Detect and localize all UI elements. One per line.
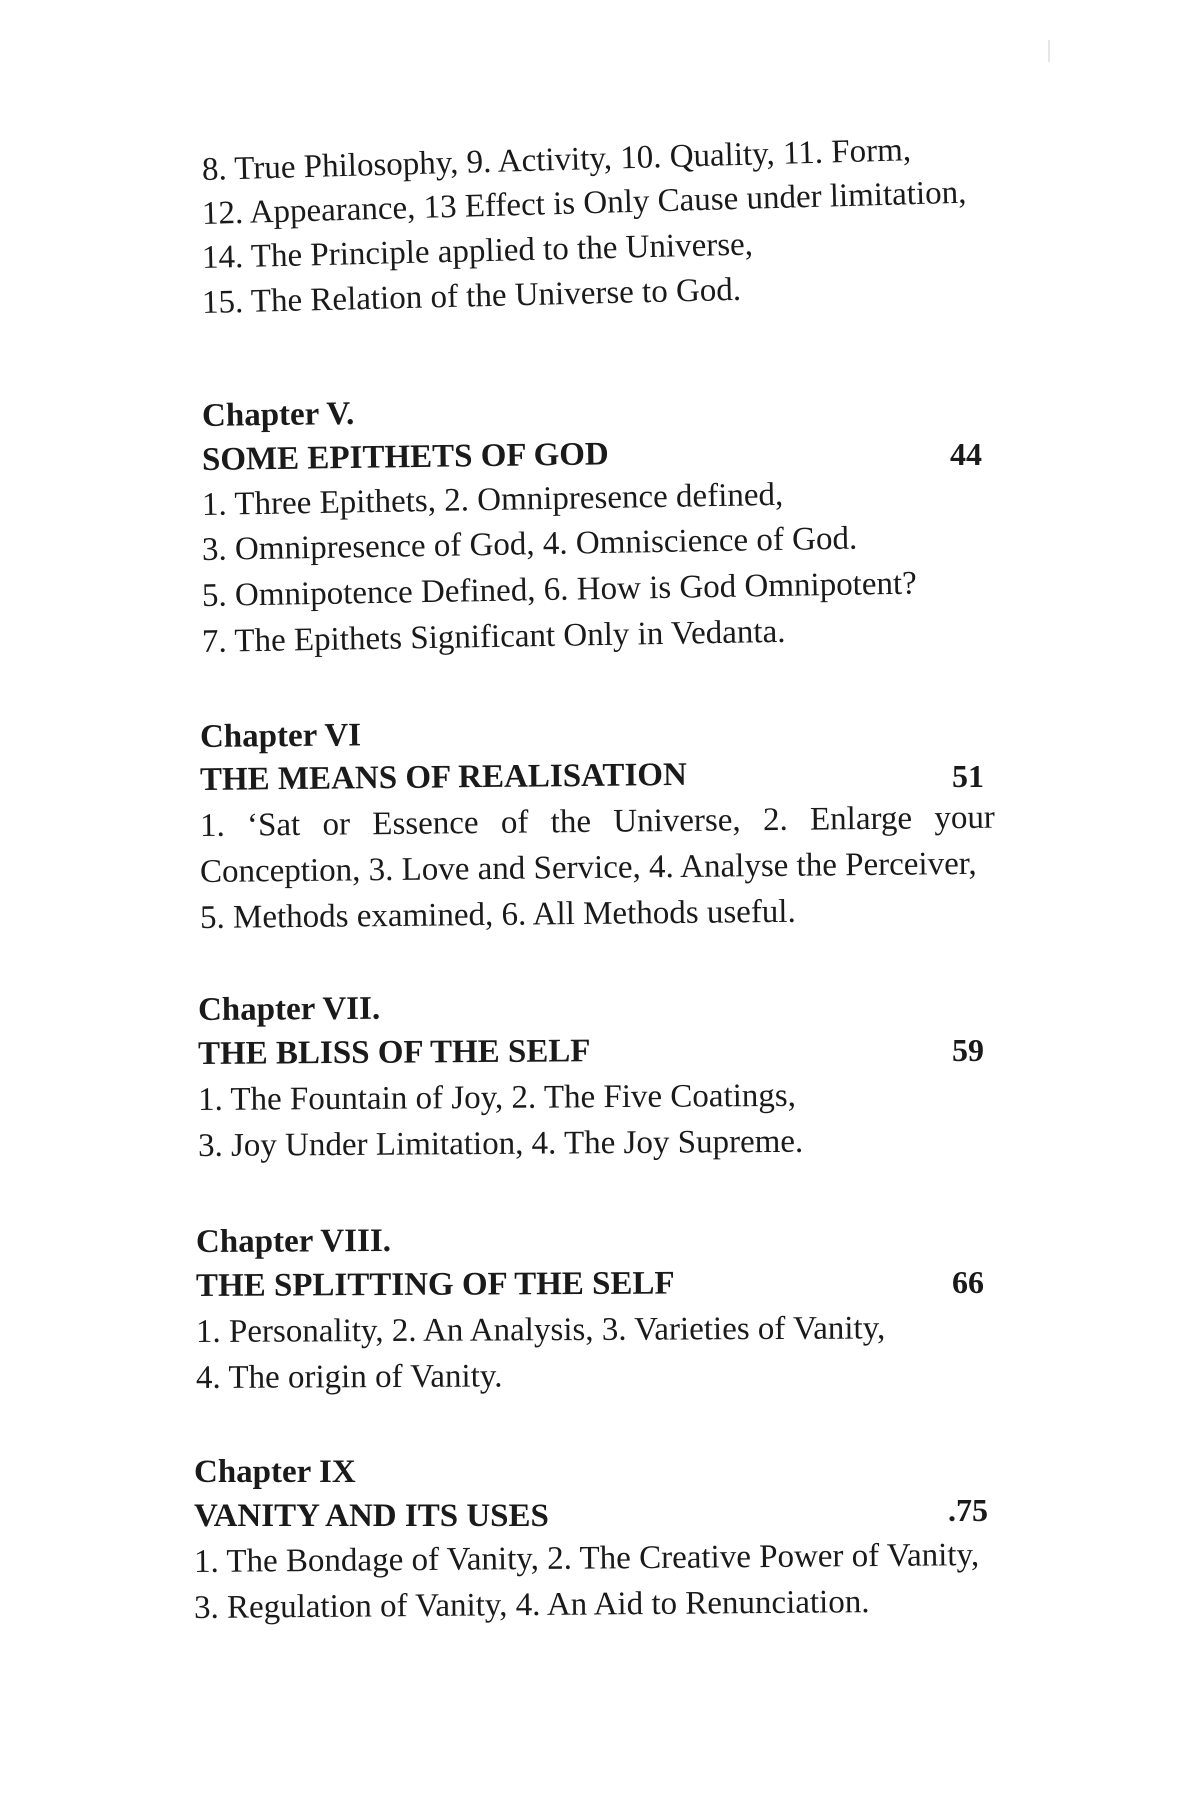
intro-line: 12. Appearance, 13 Effect is Only Cause under limitation, xyxy=(201,174,967,232)
chapter-topic-line: 5. Omnipotence Defined, 6. How is God Omnipotent? xyxy=(201,565,918,614)
chapter-label: Chapter VIII. xyxy=(195,1222,392,1260)
intro-line: 15. The Relation of the Universe to God. xyxy=(201,271,742,321)
chapter-title: THE BLISS OF THE SELF xyxy=(197,1033,591,1072)
intro-line: 14. The Principle applied to the Universe, xyxy=(201,226,754,276)
chapter-title: THE MEANS OF REALISATION xyxy=(199,756,688,798)
chapter-topic-line: 1. ‘Sat or Essence of the Universe, 2. Enlarge your xyxy=(199,799,996,844)
chapter-page-number: 66 xyxy=(952,1264,984,1300)
chapter-page-number: 59 xyxy=(952,1032,984,1068)
chapter-topic-line: 1. Three Epithets, 2. Omnipresence defined, xyxy=(201,476,784,523)
chapter-title: SOME EPITHETS OF GOD xyxy=(201,436,609,478)
chapter-label: Chapter VI xyxy=(199,717,362,755)
chapter-topic-line: 3. Omnipresence of God, 4. Omniscience of God. xyxy=(201,520,858,568)
chapter-page-number: .75 xyxy=(948,1492,988,1528)
chapter-label: Chapter IX xyxy=(194,1454,356,1490)
chapter-page-number: 51 xyxy=(952,758,984,794)
chapter-topic-line: 1. The Fountain of Joy, 2. The Five Coatings, xyxy=(197,1077,797,1118)
chapter-label: Chapter VII. xyxy=(197,990,381,1028)
chapter-topic-line: 1. Personality, 2. An Analysis, 3. Varieties of Vanity, xyxy=(195,1310,886,1350)
chapter-label: Chapter V. xyxy=(201,395,355,434)
chapter-topic-line: 5. Methods examined, 6. All Methods useful. xyxy=(199,893,796,936)
chapter-topic-line: 3. Joy Under Limitation, 4. The Joy Supreme. xyxy=(197,1123,804,1164)
page-edge-mark xyxy=(1048,40,1050,62)
chapter-topic-line: 4. The origin of Vanity. xyxy=(195,1358,503,1396)
intro-line: 8. True Philosophy, 9. Activity, 10. Quality, 11. Form, xyxy=(201,132,912,188)
chapter-topic-line: 1. The Bondage of Vanity, 2. The Creative Power of Vanity, xyxy=(193,1537,980,1580)
chapter-title: VANITY AND ITS USES xyxy=(194,1498,549,1534)
chapter-topic-line: 7. The Epithets Significant Only in Vedanta. xyxy=(201,613,786,660)
chapter-title: THE SPLITTING OF THE SELF xyxy=(195,1265,675,1304)
chapter-topic-line: Conception, 3. Love and Service, 4. Analyse the Perceiver, xyxy=(199,845,977,890)
chapter-topic-line: 3. Regulation of Vanity, 4. An Aid to Renunciation. xyxy=(193,1584,870,1626)
chapter-page-number: 44 xyxy=(950,436,982,472)
